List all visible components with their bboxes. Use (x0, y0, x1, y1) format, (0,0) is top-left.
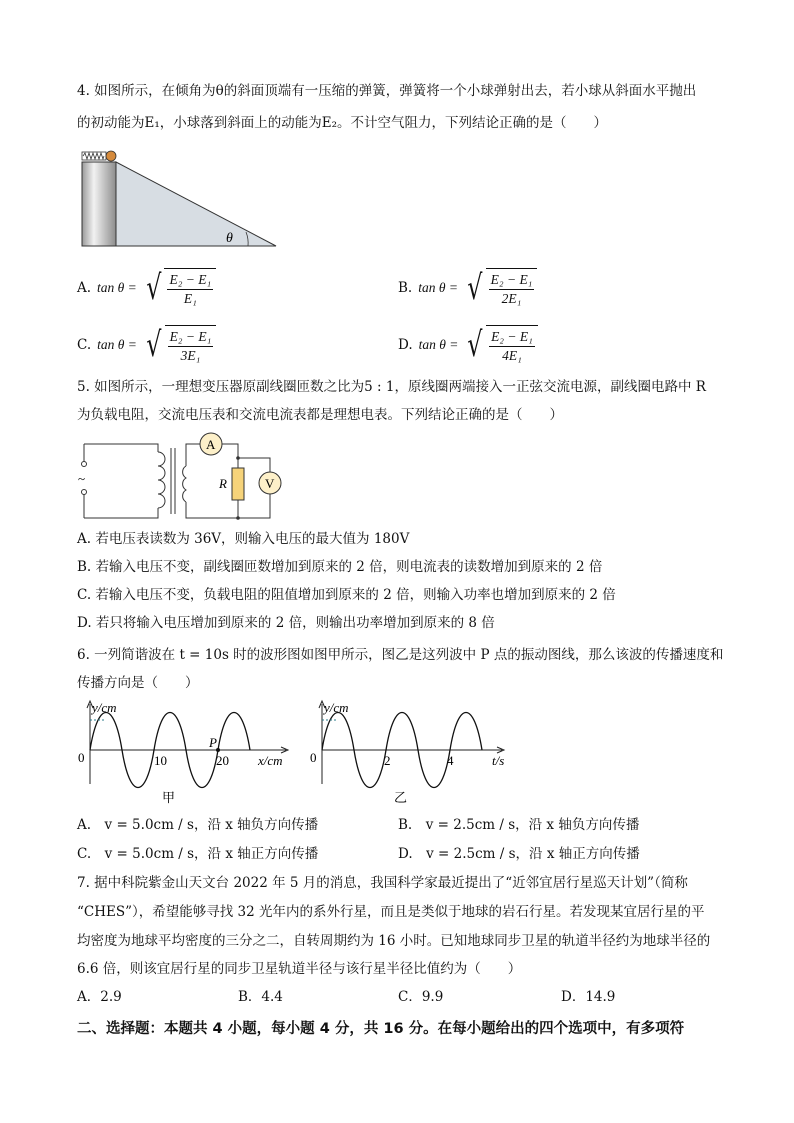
q4-option-c[interactable]: C. tan θ = √ $\frac{\text{E₂ − E₁}}{\text{3E₁}}$ (77, 325, 216, 365)
q5-ammeter-label: A (206, 437, 216, 452)
q6a-origin: 0 (78, 750, 85, 765)
q7-option-a[interactable]: A．2.9 (77, 989, 122, 1005)
q5-stem-line1: 5. 如图所示，一理想变压器原副线圈匝数之比为5 : 1，原线圈两端接入一正弦交流电源，副线圈电路中 R (77, 379, 706, 395)
q7-stem-line1: 7. 据中科院紫金山天文台 2022 年 5 月的消息，我国科学家最近提出了“近邻宜居行星巡天计划”（简称 (77, 875, 688, 891)
q6a-point-p: P (209, 735, 217, 750)
q6a-tick-10: 10 (154, 753, 167, 768)
q6a-tick-20: 20 (216, 753, 229, 768)
q7-option-b[interactable]: B．4.4 (238, 989, 283, 1005)
q4-option-a[interactable]: A. tan θ = √ $\frac{\text{E₂ − E₁}}{\text{E₁}}$ (77, 268, 216, 308)
q6-stem-line2: 传播方向是（ ） (77, 675, 199, 691)
q7-option-c[interactable]: C．9.9 (398, 989, 444, 1005)
q5-transformer-circuit (76, 430, 296, 526)
q6-option-c[interactable]: C. v = 5.0cm / s，沿 x 轴正方向传播 (77, 846, 319, 862)
q6b-caption: 乙 (394, 790, 408, 805)
q5-option-c[interactable]: C. 若输入电压不变，负载电阻的阻值增加到原来的 2 倍，则输入功率也增加到原来的 2 倍 (77, 587, 616, 603)
q6b-tick-4: 4 (447, 753, 454, 768)
q6-option-b[interactable]: B. v = 2.5cm / s，沿 x 轴负方向传播 (398, 817, 640, 833)
q7-stem-line3: 均密度为地球平均密度的三分之二，自转周期约为 16 小时。已知地球同步卫星的轨道半径约为地球半径的 (77, 933, 711, 949)
q6a-caption: 甲 (162, 790, 176, 805)
q5-voltmeter-label: V (265, 476, 275, 491)
q5-option-b[interactable]: B. 若输入电压不变，副线圈匝数增加到原来的 2 倍，则电流表的读数增加到原来的 2 倍 (77, 559, 603, 575)
q4-option-b[interactable]: B. tan θ = √ $\frac{\text{E₂ − E₁}}{\text{2E₁}}$ (398, 268, 537, 308)
q4-stem-line2: 的初动能为E₁，小球落到斜面上的动能为E₂。不计空气阻力，下列结论正确的是（ ） (77, 115, 608, 131)
q4-stem-line1: 4. 如图所示，在倾角为θ的斜面顶端有一压缩的弹簧，弹簧将一个小球弹射出去，若小球从斜面水平抛出 (77, 83, 697, 99)
q6-option-d[interactable]: D. v = 2.5cm / s，沿 x 轴正方向传播 (398, 846, 640, 862)
q6-wave-graph (74, 698, 294, 808)
q6-option-a[interactable]: A. v = 5.0cm / s，沿 x 轴负方向传播 (77, 817, 319, 833)
q6b-ylabel: y/cm (324, 700, 349, 715)
q6a-ylabel: y/cm (92, 700, 117, 715)
section2-heading: 二、选择题：本题共 4 小题，每小题 4 分，共 16 分。在每小题给出的四个选项中，有多项符 (77, 1021, 685, 1037)
q5-option-d[interactable]: D. 若只将输入电压增加到原来的 2 倍，则输出功率增加到原来的 8 倍 (77, 615, 495, 631)
q6-vibration-graph (306, 698, 516, 808)
q5-stem-line2: 为负载电阻，交流电压表和交流电流表都是理想电表。下列结论正确的是（ ） (77, 407, 563, 423)
q4-theta-label: θ (226, 231, 233, 246)
q5-source-symbol: ~ (78, 471, 86, 486)
q6b-xlabel: t/s (492, 753, 505, 768)
q4-option-d[interactable]: D. tan θ = √ $\frac{\text{E₂ − E₁}}{\text{4E₁}}$ (398, 325, 538, 365)
q6b-tick-2: 2 (384, 753, 391, 768)
q7-option-d[interactable]: D．14.9 (561, 989, 616, 1005)
q6b-origin: 0 (310, 750, 317, 765)
q5-option-a[interactable]: A. 若电压表读数为 36V，则输入电压的最大值为 180V (77, 531, 410, 547)
q7-stem-line4: 6.6 倍，则该宜居行星的同步卫星轨道半径与该行星半径比值约为（ ） (77, 961, 522, 977)
q4-incline-figure (78, 148, 282, 250)
q6-stem-line1: 6. 一列简谐波在 t = 10s 时的波形图如图甲所示，图乙是这列波中 P 点的振动图线，那么该波的传播速度和 (77, 647, 724, 663)
q7-stem-line2: “CHES”），希望能够寻找 32 光年内的系外行星，而且是类似于地球的岩石行星。若发现某宜居行星的平 (77, 904, 705, 920)
q5-resistor-label: R (219, 476, 227, 491)
q6a-xlabel: x/cm (258, 753, 283, 768)
